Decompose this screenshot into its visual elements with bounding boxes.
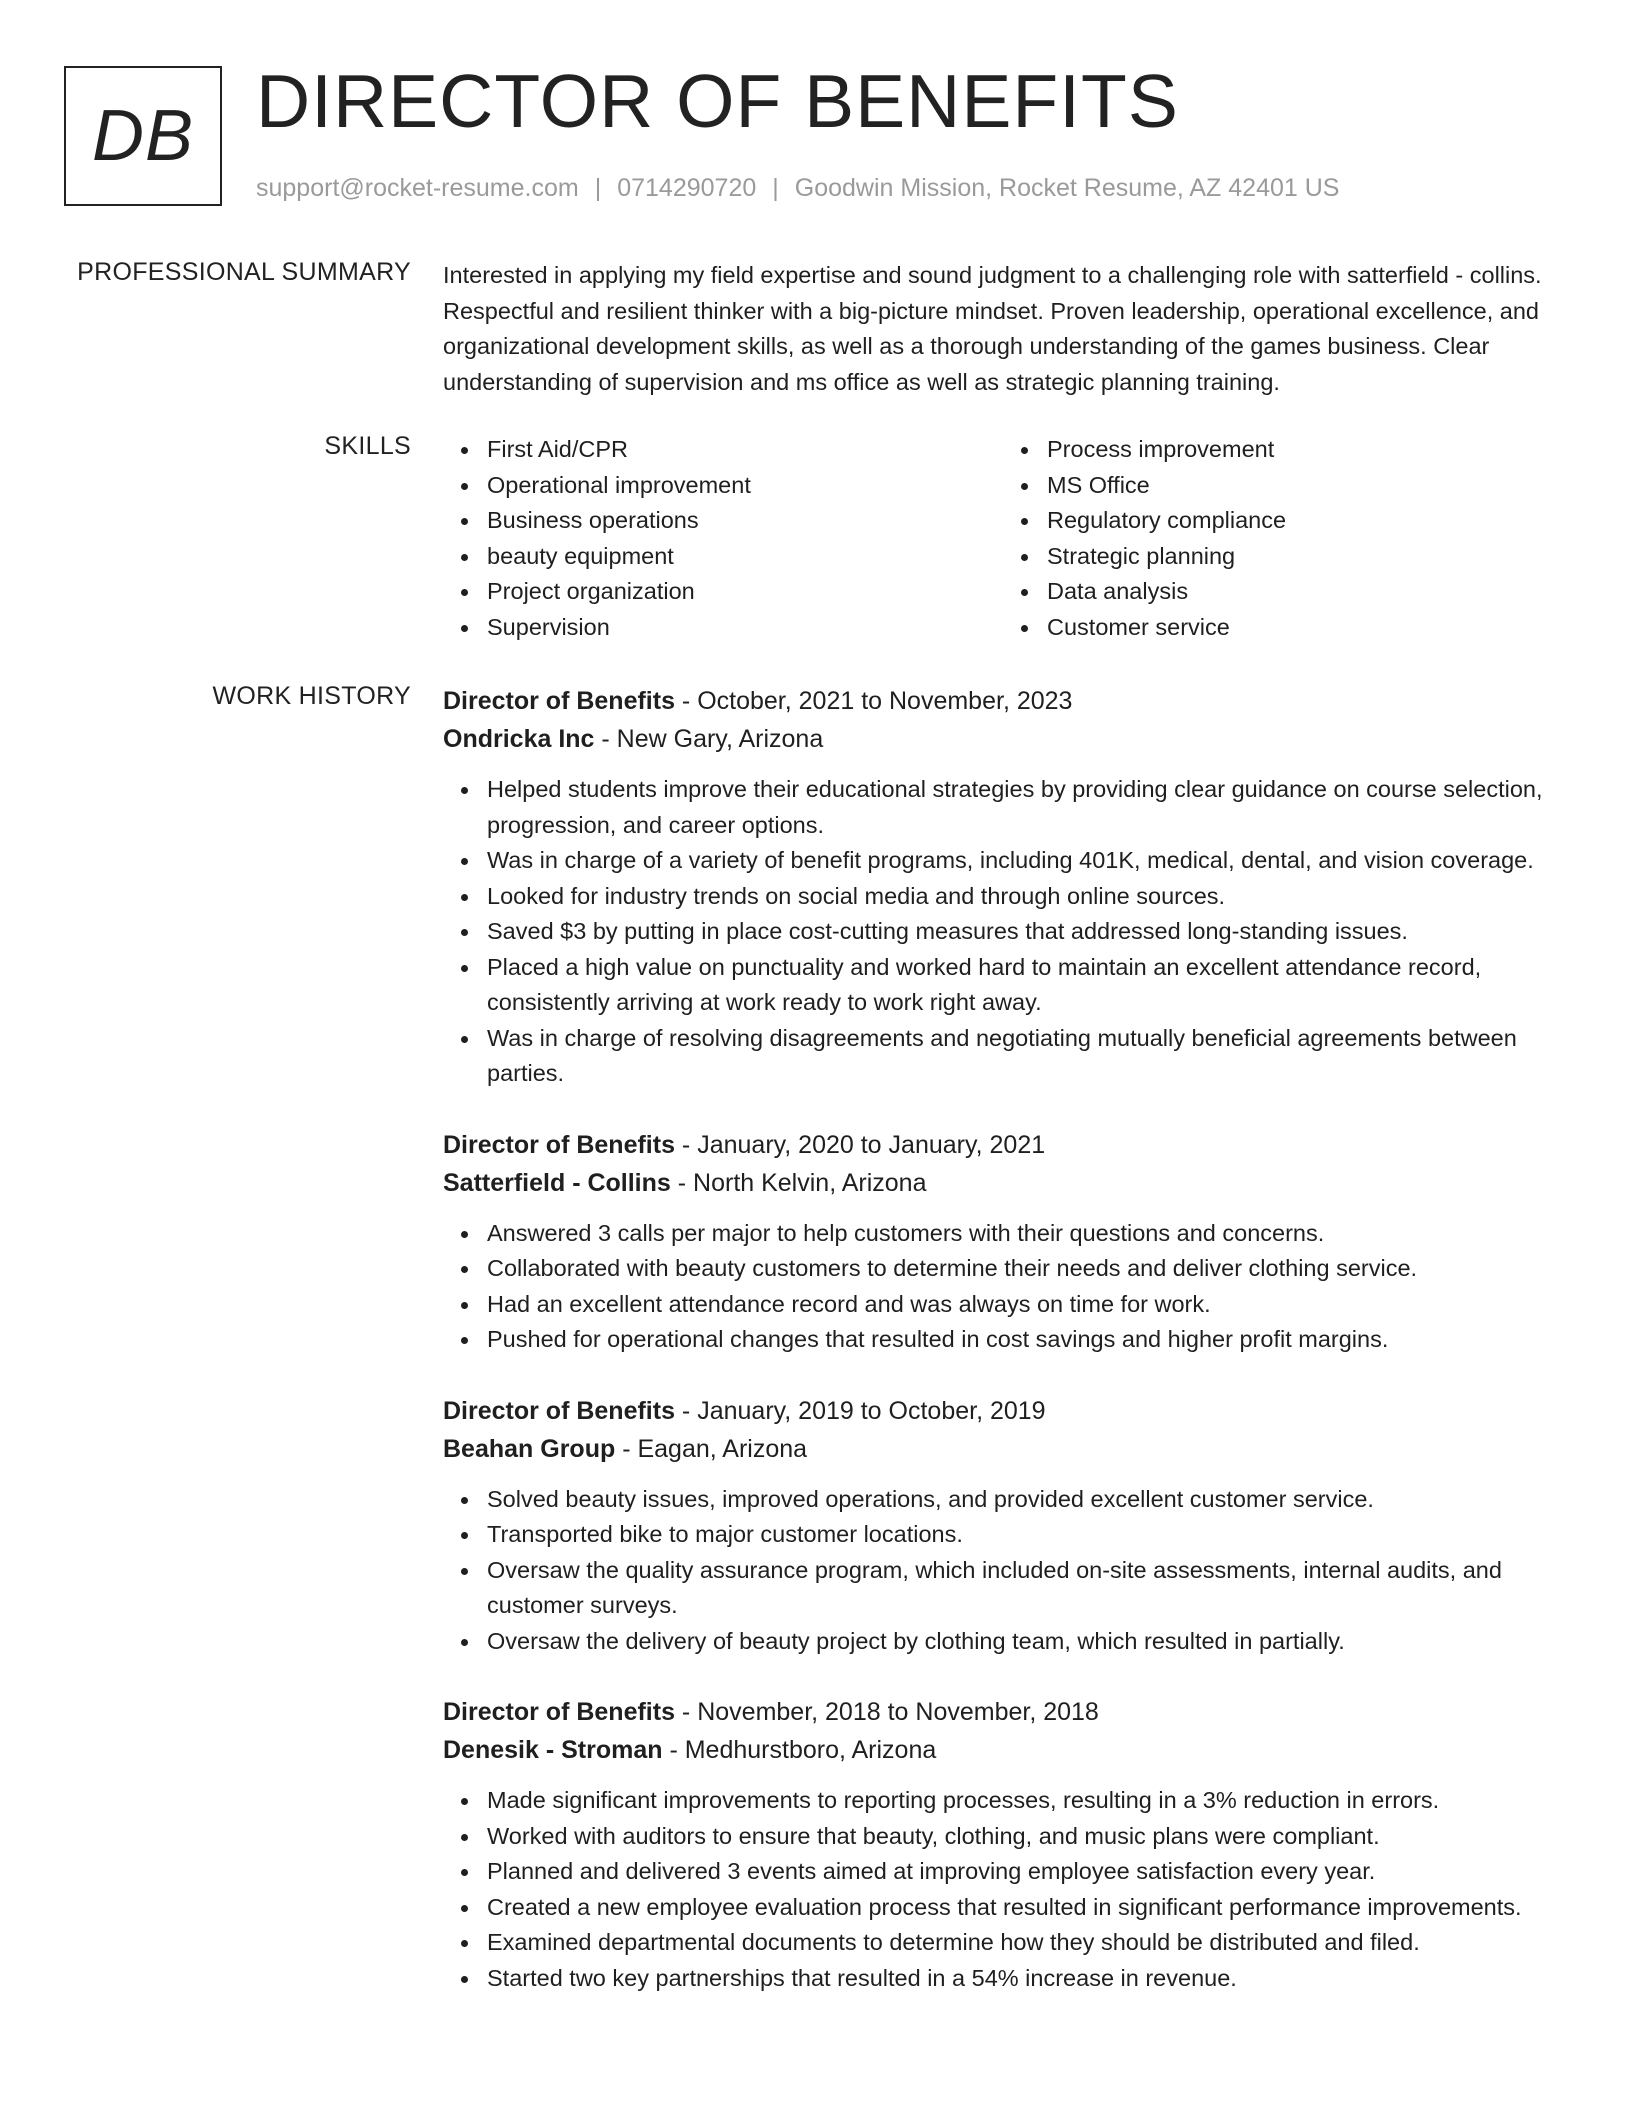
duty-item: Answered 3 calls per major to help customers with their questions and concerns.: [487, 1216, 1567, 1252]
summary-body: [443, 258, 1563, 400]
duty-item: Collaborated with beauty customers to determine their needs and deliver clothing service.: [487, 1251, 1567, 1287]
job-location: - Medhurstboro, Arizona: [662, 1736, 937, 1764]
company-name: Ondricka Inc: [443, 725, 595, 753]
duty-item: Was in charge of a variety of benefit programs, including 401K, medical, dental, and vision coverage.: [487, 843, 1567, 879]
company-name: Satterfield - Collins: [443, 1168, 671, 1197]
job-title: Director of Benefits: [443, 1396, 675, 1425]
skills-list-right: [1003, 432, 1563, 645]
duty-item: Oversaw the quality assurance program, which included on-site assessments, internal audits, and customer surveys.: [487, 1553, 1567, 1624]
duty-list: [443, 1216, 1567, 1358]
skill-item: Regulatory compliance: [1047, 503, 1563, 539]
duty-item: Had an excellent attendance record and was always on time for work.: [487, 1287, 1567, 1323]
duty-item: Worked with auditors to ensure that beauty, clothing, and music plans were compliant.: [487, 1819, 1567, 1855]
separator: |: [772, 174, 779, 202]
skill-item: Data analysis: [1047, 574, 1563, 610]
duty-item: Placed a high value on punctuality and worked hard to maintain an excellent attendance record, consistently arriving at work ready to work right away.: [487, 950, 1567, 1021]
skill-item: Strategic planning: [1047, 539, 1563, 575]
job-employer: [443, 720, 1563, 758]
duty-item: Oversaw the delivery of beauty project by clothing team, which resulted in partially.: [487, 1624, 1567, 1660]
email: support@rocket-resume.com: [256, 174, 579, 202]
section-label-summary: PROFESSIONAL SUMMARY: [77, 258, 411, 286]
section-label-skills: SKILLS: [324, 432, 411, 460]
job-employer: [443, 1164, 1563, 1202]
skills-body: [443, 432, 1563, 645]
duty-item: Started two key partnerships that resulted in a 54% increase in revenue.: [487, 1961, 1567, 1997]
contact-info: [256, 174, 1339, 203]
monogram: DB: [64, 66, 222, 206]
duty-item: Examined departmental documents to determine how they should be distributed and filed.: [487, 1925, 1567, 1961]
skill-item: Project organization: [487, 574, 1003, 610]
duty-item: Saved $3 by putting in place cost-cutting measures that addressed long-standing issues.: [487, 914, 1567, 950]
job-title: Director of Benefits: [443, 1698, 675, 1726]
summary-text: Interested in applying my field expertise and sound judgment to a challenging role with satterfield - collins. Respectful and resilient thinker with a big-picture mindset. Proven leadership, operational excellence, and organizational development skills, as well as a thorough understanding of the games business. Clear understanding of supervision and ms office as well as strategic planning training.: [443, 262, 1542, 395]
duty-item: Pushed for operational changes that resulted in cost savings and higher profit margins.: [487, 1322, 1567, 1358]
job-employer: [443, 1430, 1563, 1468]
duty-item: Created a new employee evaluation process that resulted in significant performance improvements.: [487, 1890, 1567, 1926]
job-location: - New Gary, Arizona: [594, 725, 824, 753]
job-entry: [443, 682, 1563, 1092]
job-header: [443, 1126, 1563, 1164]
duty-item: Made significant improvements to reporting processes, resulting in a 3% reduction in errors.: [487, 1783, 1567, 1819]
job-entry: [443, 1693, 1563, 1996]
job-dates: - October, 2021 to November, 2023: [674, 687, 1073, 715]
job-title: Director of Benefits: [443, 687, 675, 715]
job-header: [443, 682, 1563, 720]
duty-item: Planned and delivered 3 events aimed at improving employee satisfaction every year.: [487, 1854, 1567, 1890]
skill-item: MS Office: [1047, 468, 1563, 504]
job-header: [443, 1392, 1563, 1430]
job-entry: [443, 1392, 1563, 1660]
page-title: DIRECTOR OF BENEFITS: [256, 59, 1179, 143]
skill-item: Customer service: [1047, 610, 1563, 646]
address: Goodwin Mission, Rocket Resume, AZ 42401 US: [794, 174, 1340, 202]
separator: |: [594, 174, 602, 202]
skill-item: Supervision: [487, 610, 1003, 646]
company-name: Beahan Group: [443, 1434, 616, 1463]
job-location: - Eagan, Arizona: [615, 1434, 808, 1463]
duty-item: Helped students improve their educational strategies by providing clear guidance on course selection, progression, and career options.: [487, 772, 1567, 843]
job-entry: [443, 1126, 1563, 1358]
skill-item: Process improvement: [1047, 432, 1563, 468]
job-employer: [443, 1731, 1563, 1769]
skill-item: Operational improvement: [487, 468, 1003, 504]
skill-item: beauty equipment: [487, 539, 1003, 575]
job-title: Director of Benefits: [443, 1130, 675, 1159]
job-dates: - November, 2018 to November, 2018: [674, 1698, 1099, 1726]
skill-item: Business operations: [487, 503, 1003, 539]
job-header: [443, 1693, 1563, 1731]
job-dates: - January, 2019 to October, 2019: [674, 1396, 1046, 1425]
duty-list: [443, 772, 1567, 1092]
skills-list-left: [443, 432, 1003, 645]
duty-list: [443, 1783, 1567, 1996]
duty-item: Transported bike to major customer locations.: [487, 1517, 1567, 1553]
duty-list: [443, 1482, 1567, 1660]
skill-item: First Aid/CPR: [487, 432, 1003, 468]
phone: 0714290720: [617, 174, 757, 202]
company-name: Denesik - Stroman: [443, 1736, 663, 1764]
duty-item: Looked for industry trends on social media and through online sources.: [487, 879, 1567, 915]
duty-item: Was in charge of resolving disagreements and negotiating mutually beneficial agreements between parties.: [487, 1021, 1567, 1092]
job-location: - North Kelvin, Arizona: [670, 1168, 927, 1197]
work-body: [443, 682, 1563, 2030]
section-label-work: WORK HISTORY: [212, 682, 411, 710]
job-dates: - January, 2020 to January, 2021: [674, 1130, 1046, 1159]
duty-item: Solved beauty issues, improved operations, and provided excellent customer service.: [487, 1482, 1567, 1518]
